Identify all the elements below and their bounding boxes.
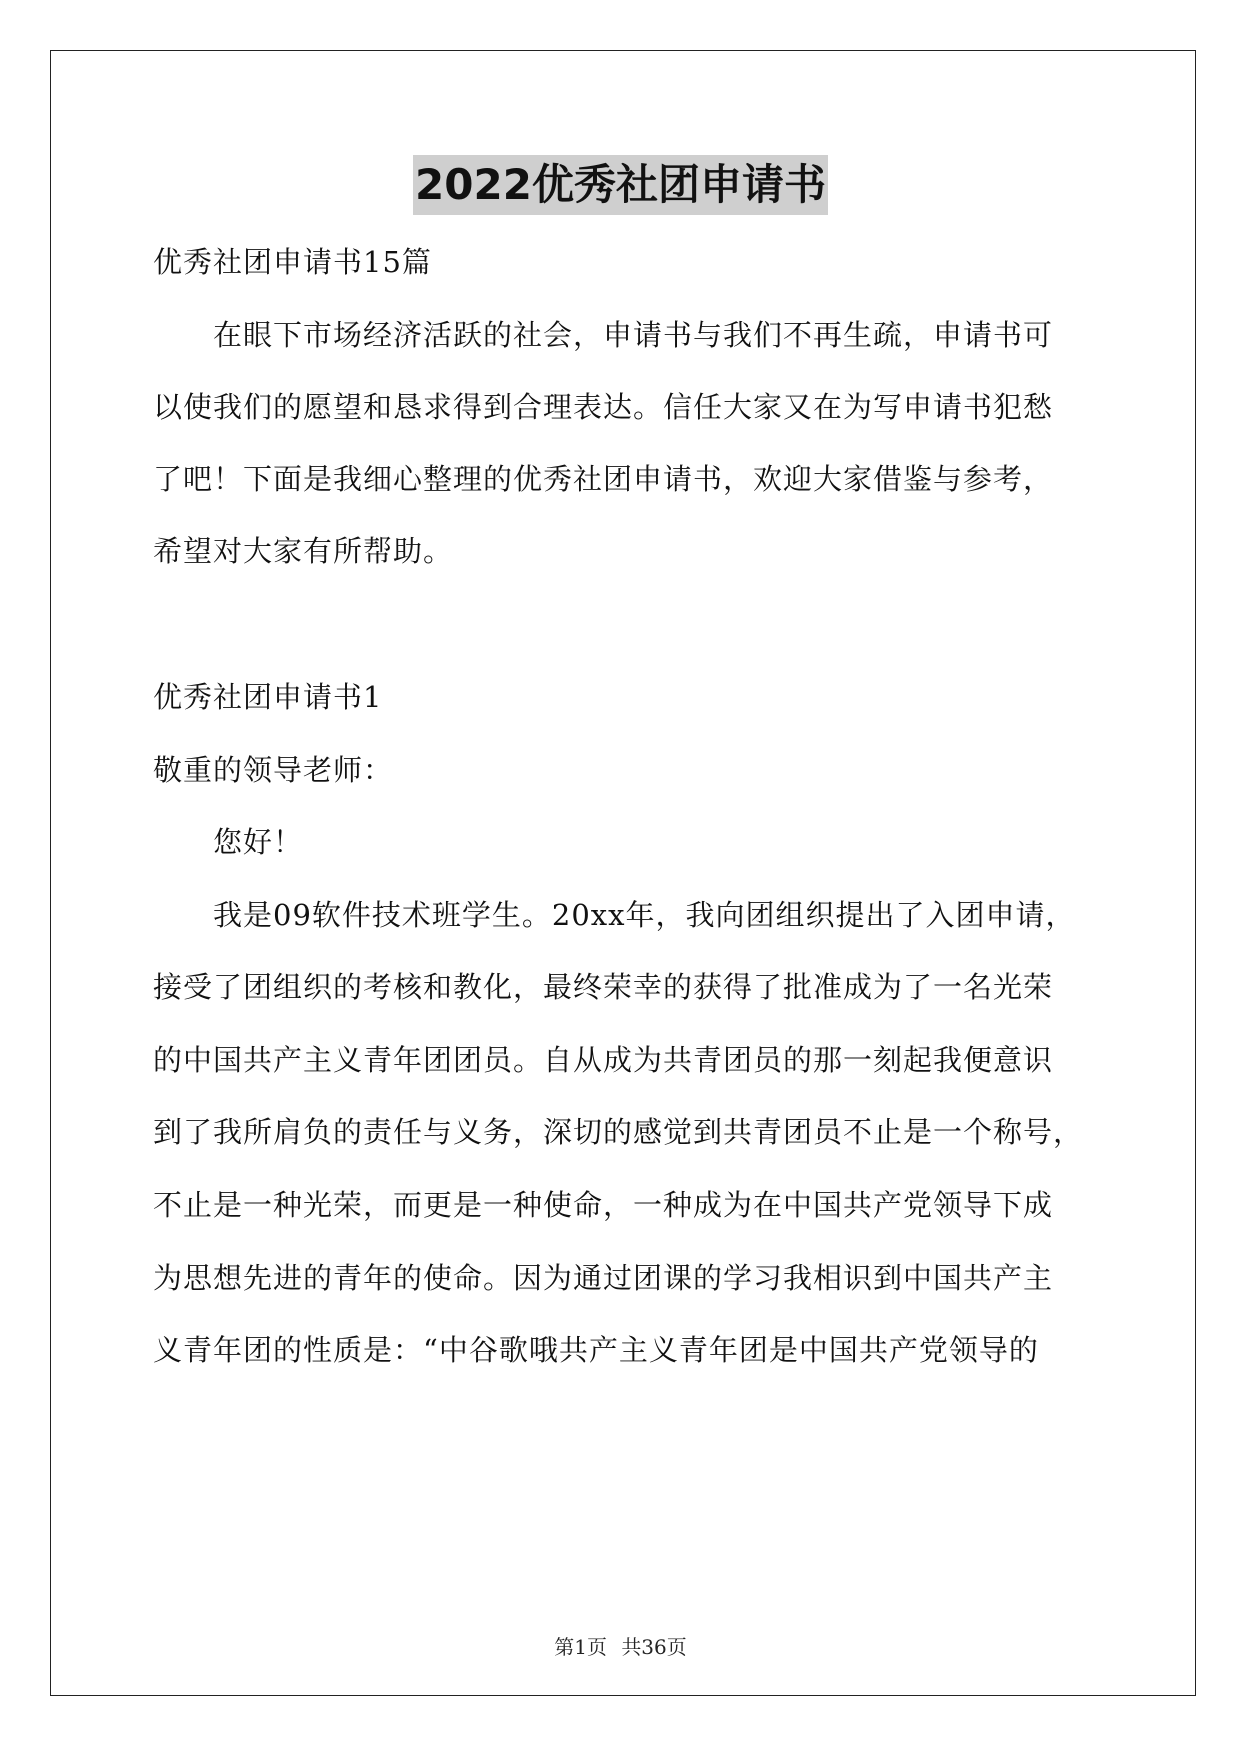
intro-line-1: 在眼下市场经济活跃的社会，申请书与我们不再生疏，申请书可	[213, 318, 1054, 352]
title-wrap	[0, 155, 1241, 215]
page-total-label: 共36页	[621, 1635, 687, 1659]
page-footer	[0, 1633, 1241, 1661]
page-number-label: 第1页	[554, 1635, 607, 1659]
body-line-3: 的中国共产主义青年团团员。自从成为共青团员的那一刻起我便意识	[153, 1043, 1054, 1077]
page-border	[50, 50, 1196, 1696]
greeting: 您好！	[213, 825, 304, 859]
body-line-4: 到了我所肩负的责任与义务，深切的感觉到共青团员不止是一个称号，	[153, 1115, 1084, 1149]
body-line-6: 为思想先进的青年的使命。因为通过团课的学习我相识到中国共产主	[153, 1261, 1054, 1295]
intro-line-2: 以使我们的愿望和恳求得到合理表达。信任大家又在为写申请书犯愁	[153, 390, 1054, 424]
document-subtitle: 优秀社团申请书15篇	[153, 245, 432, 279]
intro-line-4: 希望对大家有所帮助。	[153, 534, 454, 568]
intro-line-3: 了吧！下面是我细心整理的优秀社团申请书，欢迎大家借鉴与参考，	[153, 462, 1054, 496]
salutation: 敬重的领导老师：	[153, 753, 394, 787]
body-line-7: 义青年团的性质是：“中谷歌哦共产主义青年团是中国共产党领导的	[153, 1333, 1039, 1367]
body-line-2: 接受了团组织的考核和教化，最终荣幸的获得了批准成为了一名光荣	[153, 970, 1054, 1004]
document-title: 2022优秀社团申请书	[413, 155, 828, 215]
section-heading: 优秀社团申请书1	[153, 680, 383, 714]
body-line-1: 我是09软件技术班学生。20xx年，我向团组织提出了入团申请，	[213, 898, 1076, 932]
body-line-5: 不止是一种光荣，而更是一种使命，一种成为在中国共产党领导下成	[153, 1188, 1054, 1222]
